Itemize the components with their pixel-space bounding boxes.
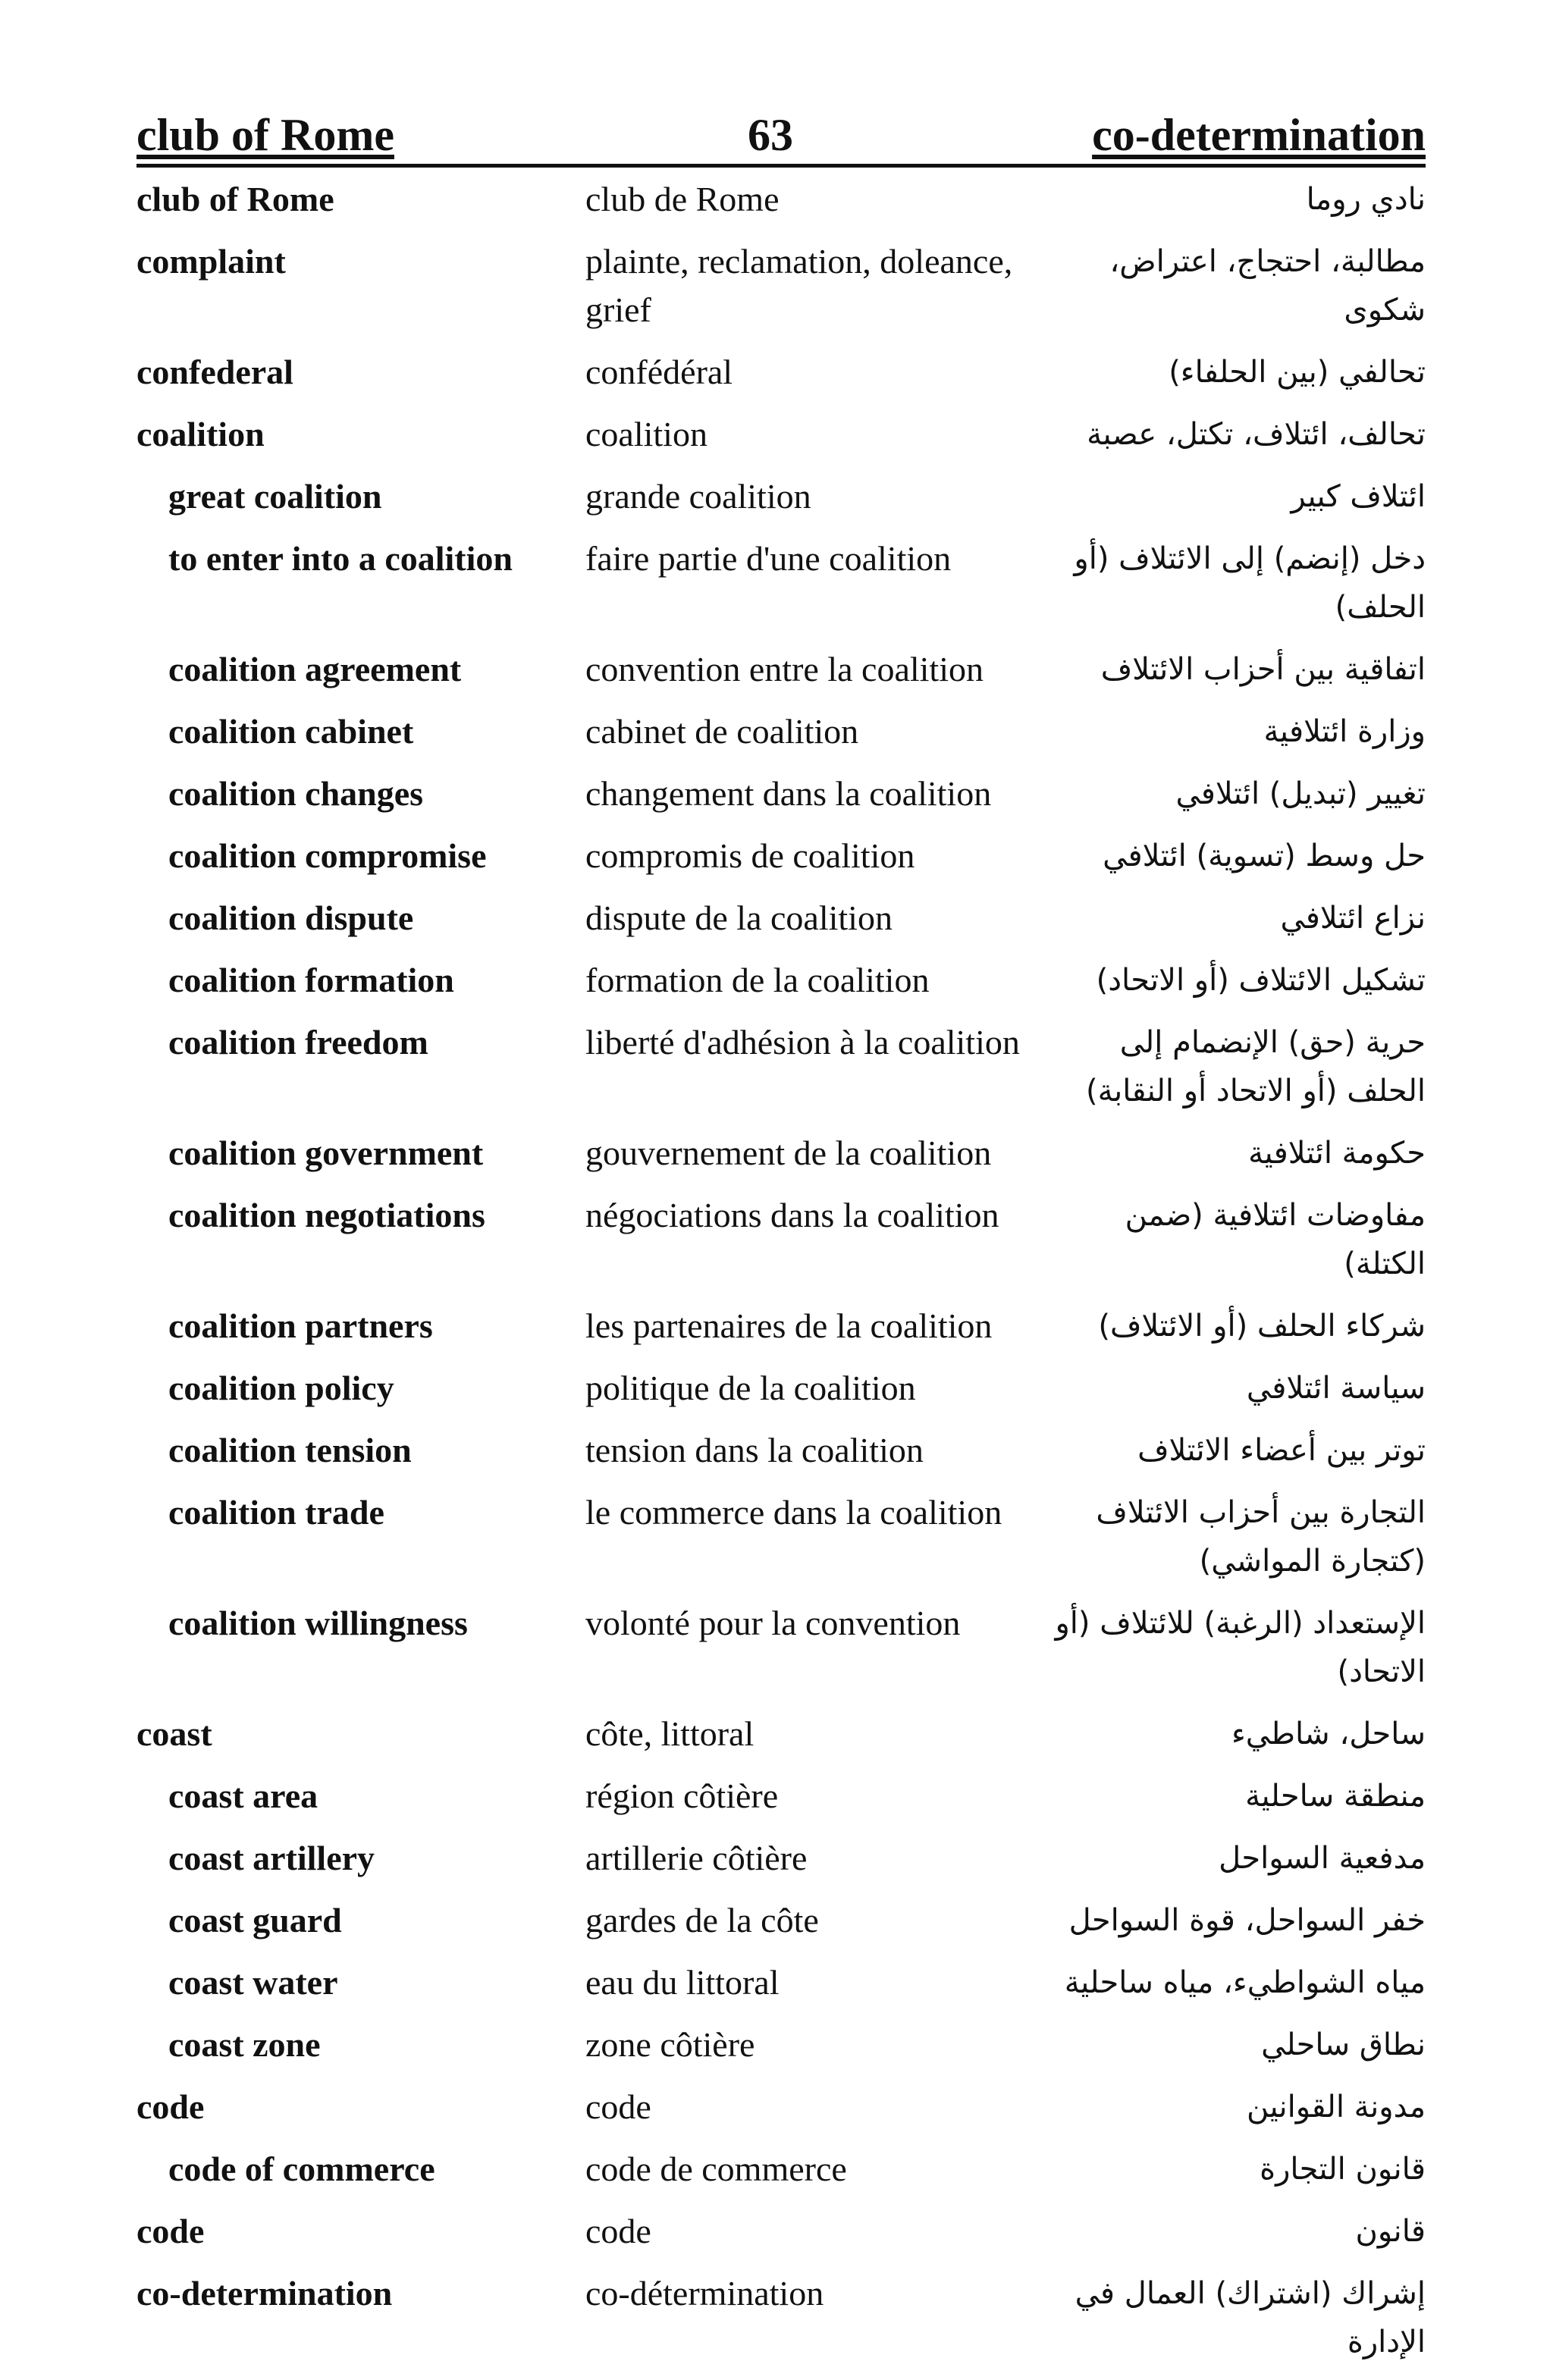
dictionary-entry [136, 410, 1426, 459]
dictionary-entry [136, 2207, 1426, 2256]
dictionary-entry [136, 2083, 1426, 2131]
dictionary-entry [136, 2021, 1426, 2069]
term-english: co-determination [136, 2274, 393, 2313]
term-english: coalition partners [168, 1306, 433, 1345]
term-french: changement dans la coalition [585, 774, 992, 813]
header-last-entry: co-determination [1092, 110, 1426, 160]
term-french: club de Rome [585, 180, 780, 218]
term-arabic: مدونة القوانين [1247, 2090, 1426, 2124]
term-english: coalition changes [168, 774, 424, 813]
dictionary-entry [136, 1129, 1426, 1177]
term-french: compromis de coalition [585, 836, 915, 875]
term-arabic: قانون [1355, 2214, 1426, 2249]
term-english: great coalition [168, 477, 382, 516]
dictionary-entry [136, 894, 1426, 942]
term-french: gouvernement de la coalition [585, 1134, 992, 1172]
term-arabic: مياه الشواطيء، مياه ساحلية [1064, 1965, 1426, 2000]
term-french: gardes de la côte [585, 1901, 819, 1939]
entry-list [136, 175, 1426, 2366]
term-arabic: تشكيل الائتلاف (أو الاتحاد) [1096, 963, 1426, 998]
term-english: coalition negotiations [168, 1196, 485, 1234]
term-arabic: التجارة بين أحزاب الائتلاف (كتجارة المواشي) [1096, 1495, 1426, 1579]
term-french: dispute de la coalition [585, 898, 893, 937]
term-french: cabinet de coalition [585, 712, 859, 751]
term-french: liberté d'adhésion à la coalition [585, 1023, 1020, 1061]
term-arabic: نادي روما [1306, 182, 1426, 217]
term-french: co-détermination [585, 2274, 824, 2313]
term-english: coalition compromise [168, 836, 487, 875]
term-french: formation de la coalition [585, 961, 930, 999]
term-arabic: نزاع ائتلافي [1280, 901, 1426, 936]
term-french: côte, littoral [585, 1714, 755, 1753]
term-arabic: حكومة ائتلافية [1248, 1136, 1426, 1171]
page-number: 63 [748, 110, 793, 160]
term-french: code [585, 2087, 651, 2126]
dictionary-entry [136, 175, 1426, 224]
term-french: convention entre la coalition [585, 650, 984, 688]
dictionary-entry [136, 1018, 1426, 1115]
term-arabic: ائتلاف كبير [1291, 479, 1426, 514]
term-french: eau du littoral [585, 1963, 780, 2002]
term-french: grande coalition [585, 477, 811, 516]
dictionary-entry [136, 1896, 1426, 1945]
term-english: code [136, 2087, 205, 2126]
term-arabic: تحالف، ائتلاف، تكتل، عصبة [1087, 417, 1426, 452]
term-french: code [585, 2212, 651, 2250]
dictionary-entry [136, 956, 1426, 1005]
term-arabic: منطقة ساحلية [1245, 1779, 1426, 1814]
dictionary-entry [136, 1599, 1426, 1696]
term-arabic: حل وسط (تسوية) ائتلافي [1103, 839, 1426, 873]
term-english: complaint [136, 242, 286, 281]
term-arabic: دخل (إنضم) إلى الائتلاف (أو الحلف) [1074, 541, 1426, 625]
term-french: région côtière [585, 1776, 779, 1815]
term-french: le commerce dans la coalition [585, 1493, 1002, 1532]
term-english: coalition dispute [168, 898, 414, 937]
term-french: volonté pour la convention [585, 1604, 961, 1642]
dictionary-entry [136, 348, 1426, 397]
page-header [136, 106, 1426, 168]
term-english: coalition policy [168, 1369, 394, 1407]
term-english: coalition willingness [168, 1604, 468, 1642]
term-arabic: توتر بين أعضاء الائتلاف [1137, 1433, 1426, 1468]
term-english: coalition tension [168, 1431, 412, 1469]
dictionary-entry [136, 535, 1426, 632]
term-arabic: وزارة ائتلافية [1263, 714, 1426, 749]
term-english: coast artillery [168, 1839, 375, 1877]
term-english: coalition freedom [168, 1023, 428, 1061]
term-arabic: خفر السواحل، قوة السواحل [1068, 1903, 1426, 1938]
term-english: coalition [136, 415, 265, 453]
header-first-entry: club of Rome [136, 110, 394, 160]
dictionary-entry [136, 1958, 1426, 2007]
term-english: code [136, 2212, 205, 2250]
term-arabic: تغيير (تبديل) ائتلافي [1175, 776, 1426, 811]
term-english: coalition government [168, 1134, 484, 1172]
term-arabic: إشراك (اشتراك) العمال في الإدارة [1075, 2276, 1426, 2360]
dictionary-entry [136, 2269, 1426, 2366]
dictionary-entry [136, 832, 1426, 880]
term-french: politique de la coalition [585, 1369, 916, 1407]
term-english: coast zone [168, 2025, 321, 2064]
term-french: code de commerce [585, 2150, 847, 2188]
term-english: coalition agreement [168, 650, 462, 688]
dictionary-entry [136, 770, 1426, 818]
term-english: coast guard [168, 1901, 342, 1939]
term-arabic: اتفاقية بين أحزاب الائتلاف [1100, 652, 1426, 687]
dictionary-entry [136, 1772, 1426, 1820]
dictionary-entry [136, 1488, 1426, 1585]
term-arabic: حرية (حق) الإنضمام إلى الحلف (أو الاتحاد أو النقابة) [1086, 1025, 1426, 1108]
term-english: confederal [136, 353, 293, 391]
term-french: les partenaires de la coalition [585, 1306, 993, 1345]
term-english: coalition formation [168, 961, 454, 999]
dictionary-entry [136, 2145, 1426, 2193]
term-arabic: ساحل، شاطيء [1231, 1717, 1426, 1751]
term-arabic: تحالفي (بين الحلفاء) [1169, 355, 1426, 390]
term-arabic: نطاق ساحلي [1261, 2027, 1426, 2062]
term-english: coalition trade [168, 1493, 384, 1532]
term-english: coast area [168, 1776, 318, 1815]
term-arabic: قانون التجارة [1260, 2152, 1426, 2187]
term-english: coast water [168, 1963, 338, 2002]
term-arabic: مفاوضات ائتلافية (ضمن الكتلة) [1125, 1198, 1426, 1281]
term-french: faire partie d'une coalition [585, 539, 952, 578]
dictionary-entry [136, 1191, 1426, 1288]
term-english: coalition cabinet [168, 712, 414, 751]
term-arabic: مدفعية السواحل [1219, 1841, 1426, 1876]
term-arabic: سياسة ائتلافي [1246, 1371, 1426, 1406]
term-english: coast [136, 1714, 212, 1753]
term-french: artillerie côtière [585, 1839, 808, 1877]
dictionary-entry [136, 1364, 1426, 1413]
term-english: to enter into a coalition [168, 539, 513, 578]
term-french: coalition [585, 415, 707, 453]
term-english: club of Rome [136, 180, 334, 218]
dictionary-entry [136, 237, 1426, 334]
term-french: confédéral [585, 353, 733, 391]
term-french: tension dans la coalition [585, 1431, 924, 1469]
dictionary-entry [136, 1834, 1426, 1883]
term-arabic: الإستعداد (الرغبة) للائتلاف (أو الاتحاد) [1055, 1606, 1426, 1689]
term-arabic: شركاء الحلف (أو الائتلاف) [1098, 1309, 1426, 1344]
term-french: zone côtière [585, 2025, 755, 2064]
dictionary-entry [136, 472, 1426, 521]
dictionary-entry [136, 1710, 1426, 1758]
dictionary-entry [136, 1302, 1426, 1350]
term-french: négociations dans la coalition [585, 1196, 999, 1234]
dictionary-page [136, 106, 1426, 2380]
dictionary-entry [136, 645, 1426, 694]
dictionary-entry [136, 707, 1426, 756]
term-french: plainte, reclamation, doleance, grief [585, 242, 1013, 329]
dictionary-entry [136, 1426, 1426, 1475]
term-arabic: مطالبة، احتجاج، اعتراض، شكوى [1109, 244, 1426, 328]
term-english: code of commerce [168, 2150, 435, 2188]
